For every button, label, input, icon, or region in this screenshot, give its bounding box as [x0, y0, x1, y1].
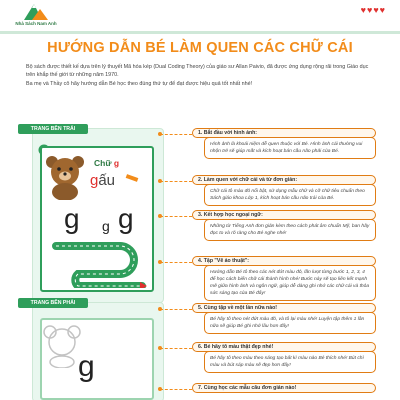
- right-page-label: TRANG BÊN PHẢI: [18, 298, 88, 308]
- step-6-header: 6. Bé hãy tô màu thật đẹp nhé!: [192, 342, 376, 352]
- hearts-decoration: ♥♥♥♥: [360, 5, 386, 15]
- connector-dot-7: [158, 387, 162, 391]
- step-1: [192, 128, 376, 159]
- bear-outline-icon: [42, 324, 82, 368]
- bear-icon: [44, 154, 86, 200]
- card-title: [94, 158, 119, 168]
- step-5-body: Bé hãy tô theo nét đứt màu đỏ, và tô lại màu nhé! Luyện tập thêm 1 lần nữa sẽ giúp Bé ghi nhớ lâu hơn đấy!: [204, 312, 376, 334]
- coloring-card: [40, 318, 154, 400]
- tracing-path: [50, 238, 148, 288]
- word-rest: ấu: [98, 172, 116, 189]
- card-word: [90, 172, 115, 189]
- connector-1: [160, 134, 192, 135]
- connector-dot-6: [158, 346, 162, 350]
- letter-card: [40, 146, 154, 292]
- step-3-header: 3. Kết hợp học ngoại ngữ:: [192, 210, 376, 220]
- connector-6: [160, 348, 192, 349]
- intro-line-2: Ba mẹ và Thầy cô hãy hướng dẫn Bé học theo đúng thứ tự để đạt được hiệu quả tốt nhất nhé!: [26, 80, 253, 87]
- step-3-body: Những từ Tiếng Anh đơn giản kèm theo cách phát âm chuẩn Mỹ, ban hãy đọc to và rõ ràng cho Bé nghe nhé!: [204, 219, 376, 241]
- step-6-body: Bé hãy tô theo màu theo sáng tạo bất kì màu nào Bé thích nhé! Bút chì màu và bút sáp màu sẽ đẹp hơn đấy!: [204, 351, 376, 373]
- connector-dot-4: [158, 260, 162, 264]
- connector-4: [160, 262, 192, 263]
- letter-g-large: g: [64, 203, 80, 234]
- left-page-label: TRANG BÊN TRÁI: [18, 124, 88, 134]
- letter-g-small: g: [102, 218, 110, 234]
- step-5-header: 5. Cùng tập về một lần nữa nào!: [192, 303, 376, 313]
- step-7-header: 7. Cùng học các mẫu câu đơn giản nào!: [192, 383, 376, 393]
- step-5: [192, 303, 376, 334]
- step-2: [192, 175, 376, 206]
- connector-dot-5: [158, 307, 162, 311]
- letter-g-outline: g: [78, 350, 95, 383]
- page-title: HƯỚNG DẪN BÉ LÀM QUEN CÁC CHỮ CÁI: [47, 40, 353, 56]
- header-divider: [0, 31, 400, 34]
- connector-5: [160, 309, 192, 310]
- step-3: [192, 210, 376, 241]
- connector-2: [160, 181, 192, 182]
- step-1-body: Hình ảnh là khoái niệm dễ quen thuộc với Bé. Hình ảnh cái thường vui nhộn trẻ sẽ giúp mắt và kích hoạt bán cầu não phải của Bé.: [204, 137, 376, 159]
- step-7: [192, 383, 376, 393]
- step-6: [192, 342, 376, 373]
- connector-3: [160, 216, 192, 217]
- letter-g-large-2: g: [118, 203, 134, 234]
- mountain-logo-icon: [22, 0, 50, 22]
- connector-dot-1: [158, 132, 162, 136]
- step-1-header: 1. Bắt đầu với hình ảnh:: [192, 128, 376, 138]
- step-4-header: 4. Tập "Vẽ ảo thuật":: [192, 256, 376, 266]
- connector-dot-2: [158, 179, 162, 183]
- pencil-icon: [126, 174, 139, 182]
- intro-line-1: Bộ sách được thiết kế dựa trên lý thuyết Mã hóa kép (Dual Coding Theory) của giáo sư Allan Paivio, đã được ứng dụng rộng rãi trong Giáo dục trên khắp thế giới từ những năm 1970.: [26, 64, 369, 79]
- step-2-header: 2. Làm quen với chữ cái và từ đơn giản:: [192, 175, 376, 185]
- brand-logo: [6, 0, 66, 30]
- brand-name: Nhà Sách Nam Anh: [15, 21, 57, 26]
- step-4: [192, 256, 376, 301]
- card-title-letter: g: [113, 158, 120, 168]
- card-title-prefix: Chữ: [94, 158, 112, 168]
- step-4-body: Hướng dẫn Bé tô theo các nét đứt màu đỏ, lần lượt từng bước 1, 2, 3, 4 để học cách biến chữ cái thành hình nhé! Bước này sẽ tạo liên kết mạnh mẽ giữa hình ảnh và ngôn ngữ, giúp dễ dàng ghi nhớ các chữ cái và thỏa sức sáng tạo của Bé đấy!: [204, 265, 376, 301]
- word-highlight: g: [90, 172, 99, 189]
- step-2-body: Chữ cái tô màu đỏ nổi bật, sử dụng mẫu chữ và cỡ chữ tiêu chuẩn theo Sách giáo khoa Lớp 1, kích hoạt bán cầu não trái của Bé.: [204, 184, 376, 206]
- connector-7: [160, 389, 192, 390]
- intro-text: [26, 63, 378, 88]
- connector-dot-3: [158, 214, 162, 218]
